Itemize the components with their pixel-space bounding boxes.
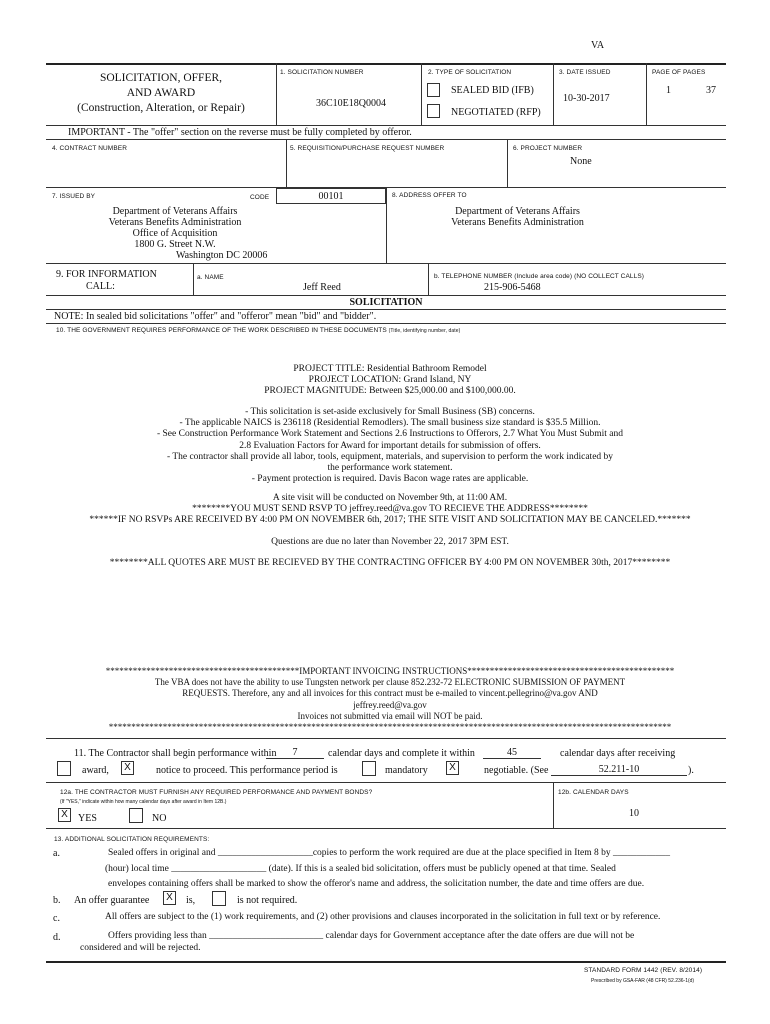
rule	[46, 738, 726, 739]
solicitation-type-label: 2. TYPE OF SOLICITATION	[428, 69, 512, 76]
divider	[553, 782, 554, 828]
info-call-label: 9. FOR INFORMATION	[56, 269, 157, 280]
mandatory-label: mandatory	[385, 765, 428, 776]
rule	[46, 263, 726, 264]
invoicing-line: The VBA does not have the ability to use Tungsten network per clause 852.232-72 ELECTRONIC SUBMISSION OF PAYMENT	[154, 677, 626, 688]
clause-reference: 52.211-10	[551, 764, 687, 776]
item10-sub: (Title, identifying number, date)	[388, 328, 461, 334]
page-number: 1	[666, 85, 671, 96]
bullet: - The applicable NAICS is 236118 (Residential Remodlers). The small business size standard is $35.5 Million.	[179, 418, 601, 429]
bonds-yes-label: YES	[78, 813, 97, 824]
project-title: PROJECT TITLE: Residential Bathroom Remodel	[293, 364, 487, 374]
address-offer-line: Veterans Benefits Administration	[451, 217, 584, 228]
telephone-value: 215-906-5468	[484, 282, 541, 293]
site-visit-info	[40, 493, 740, 527]
issued-by-city: Washington DC 20006	[176, 250, 268, 261]
item11-text1: 11. The Contractor shall begin performance within	[74, 748, 277, 759]
award-checkbox[interactable]	[57, 761, 71, 776]
code-value: 00101	[318, 191, 344, 202]
item13c-text: All offers are subject to the (1) work requirements, and (2) other provisions and clauses incorporated in the solicitation in full text or by reference.	[105, 912, 661, 922]
project-info	[40, 364, 740, 398]
questions-due: Questions are due no later than November 22, 2017 3PM EST.	[271, 537, 509, 547]
item13a-line1: Sealed offers in original and ____________________copies to perform the work required are due at the place specified in Item 8 by ____________	[108, 848, 671, 858]
item13a-letter: a.	[53, 848, 60, 859]
item13-label: 13. ADDITIONAL SOLICITATION REQUIREMENTS:	[54, 836, 210, 843]
footer-rule	[46, 961, 726, 963]
calendar-days-label: 12b. CALENDAR DAYS	[558, 789, 629, 796]
requisition-number-label: 5. REQUISITION/PURCHASE REQUEST NUMBER	[290, 145, 445, 152]
requirements-list	[40, 407, 740, 485]
form-revision: (REV. 8/2014)	[660, 967, 703, 974]
divider	[276, 63, 277, 125]
address-offer-line: Department of Veterans Affairs	[455, 206, 580, 217]
item11-text2: calendar days and complete it within	[328, 748, 475, 759]
solicitation-number-value: 36C10E18Q0004	[316, 98, 386, 109]
solicitation-number-label: 1. SOLICITATION NUMBER	[280, 69, 364, 76]
clause-close: ).	[688, 765, 694, 776]
sealed-bid-checkbox[interactable]	[427, 83, 440, 97]
notice-label: notice to proceed. This performance period is	[156, 765, 338, 776]
complete-days: 45	[483, 747, 541, 759]
contact-name: Jeff Reed	[303, 282, 341, 293]
name-label: a. NAME	[197, 274, 224, 281]
divider	[193, 263, 194, 295]
issued-by-line: Veterans Benefits Administration	[108, 217, 242, 228]
divider	[386, 187, 387, 263]
site-visit-line: ********YOU MUST SEND RSVP TO jeffrey.reed@va.gov TO RECIEVE THE ADDRESS********	[192, 504, 588, 515]
project-number-value: None	[570, 156, 592, 167]
bonds-no-checkbox[interactable]	[129, 808, 143, 823]
invoicing-line: Invoices not submitted via email will NOT be paid.	[297, 710, 483, 721]
bullet: - The contractor shall provide all labor, tools, equipment, materials, and supervision to perform the work indicated by	[166, 451, 614, 462]
invoicing-line: *******************************************IMPORTANT INVOICING INSTRUCTIONS**********************************************	[105, 666, 675, 676]
item13b-text: An offer guarantee	[74, 895, 150, 906]
rule	[46, 782, 726, 783]
address-offer-label: 8. ADDRESS OFFER TO	[392, 192, 467, 199]
start-days: 7	[266, 747, 324, 759]
notice-to-proceed-checkbox[interactable]: X	[121, 761, 134, 775]
issued-by-line: Department of Veterans Affairs	[112, 206, 238, 217]
divider	[553, 63, 554, 125]
project-number-label: 6. PROJECT NUMBER	[513, 145, 583, 152]
rule	[46, 309, 726, 310]
divider	[507, 139, 508, 187]
item13a-line3: envelopes containing offers shall be marked to show the offeror's name and address, the solicitation number, the date and time offers are due.	[108, 879, 645, 889]
rule	[46, 828, 726, 829]
date-issued-value: 10-30-2017	[563, 93, 610, 104]
code-label: CODE	[250, 194, 270, 201]
bullet: - This solicitation is set-aside exclusively for Small Business (SB) concerns.	[245, 407, 535, 417]
guarantee-is-checkbox[interactable]: X	[163, 891, 176, 905]
important-notice: IMPORTANT - The "offer" section on the reverse must be fully completed by offeror.	[68, 127, 412, 138]
invoicing-line: jeffrey.reed@va.gov	[353, 699, 427, 710]
negotiable-label: negotiable. (See	[484, 765, 549, 776]
item13b-letter: b.	[53, 895, 61, 906]
page-of-pages-label: PAGE OF PAGES	[652, 69, 706, 76]
issued-by-line: Office of Acquisition	[132, 228, 218, 239]
form-title-line1: SOLICITATION, OFFER,	[99, 72, 223, 84]
rule	[46, 323, 726, 324]
form-name: STANDARD FORM 1442	[584, 967, 659, 974]
footer-prescribed: Prescribed by GSA-FAR (48 CFR) 52.236-1(d)	[591, 978, 695, 984]
item13c-letter: c.	[53, 913, 60, 924]
invoicing-line: REQUESTS. Therefore, any and all invoices for this contract must be e-mailed to vincent.pellegrino@va.gov AND	[182, 688, 598, 699]
rule	[46, 125, 726, 126]
page-total: 37	[706, 85, 716, 96]
project-magnitude: PROJECT MAGNITUDE: Between $25,000.00 and $100,000.00.	[264, 386, 516, 397]
bullet: 2.8 Evaluation Factors for Award for important details for submission of offers.	[239, 440, 541, 451]
sealed-bid-note: NOTE: In sealed bid solicitations "offer" and "offeror" mean "bid" and "bidder".	[54, 311, 377, 322]
bonds-label: 12a. THE CONTRACTOR MUST FURNISH ANY REQUIRED PERFORMANCE AND PAYMENT BONDS?	[60, 789, 373, 796]
negotiable-checkbox[interactable]: X	[446, 761, 459, 775]
divider	[646, 63, 647, 125]
solicitation-heading: SOLICITATION	[349, 297, 423, 308]
bonds-yes-checkbox[interactable]: X	[58, 808, 71, 822]
contract-number-label: 4. CONTRACT NUMBER	[52, 145, 127, 152]
invoicing-instructions	[40, 666, 740, 733]
item13b-not: is not required.	[237, 895, 298, 906]
item11-text3: calendar days after receiving	[560, 748, 676, 759]
item13d-line1: Offers providing less than ________________________ calendar days for Government acceptance after the date offers are due will not be	[108, 931, 635, 941]
site-visit-line: ******IF NO RSVPs ARE RECEIVED BY 4:00 PM ON NOVEMBER 6th, 2017; THE SITE VISIT AND SOLICITATION MAY BE CANCELED.*******	[89, 515, 691, 526]
award-label: award,	[82, 765, 109, 776]
info-call-label-2: CALL:	[86, 281, 115, 292]
item13b-is: is,	[186, 895, 196, 906]
date-issued-label: 3. DATE ISSUED	[559, 69, 611, 76]
divider	[286, 139, 287, 187]
issued-by-line: 1800 G. Street N.W.	[134, 239, 216, 250]
form-title-line3: (Construction, Alteration, or Repair)	[77, 102, 245, 114]
project-location: PROJECT LOCATION: Grand Island, NY	[308, 375, 472, 386]
rule	[46, 139, 726, 140]
rule	[46, 295, 726, 296]
negotiated-checkbox[interactable]	[427, 104, 440, 118]
divider	[421, 63, 422, 125]
item10-label-row	[56, 327, 460, 334]
mandatory-checkbox[interactable]	[362, 761, 376, 776]
quotes-due: ********ALL QUOTES ARE MUST BE RECIEVED BY THE CONTRACTING OFFICER BY 4:00 PM ON NOVEMBER 30th, 2017********	[109, 558, 671, 568]
telephone-label: b. TELEPHONE NUMBER (Include area code) (NO COLLECT CALLS)	[434, 273, 645, 280]
bonds-no-label: NO	[152, 813, 167, 824]
item10-label: 10. THE GOVERNMENT REQUIRES PERFORMANCE OF THE WORK DESCRIBED IN THESE DOCUMENTS	[56, 327, 387, 334]
issued-by-label: 7. ISSUED BY	[52, 193, 96, 200]
header-top-rule	[46, 63, 726, 65]
sealed-bid-label: SEALED BID (IFB)	[451, 85, 534, 96]
bullet: - Payment protection is required. Davis Bacon wage rates are applicable.	[251, 474, 529, 485]
guarantee-not-checkbox[interactable]	[212, 891, 226, 906]
item13d-line2: considered and will be rejected.	[80, 943, 201, 953]
bullet: the performance work statement.	[327, 463, 453, 474]
item13a-line2: (hour) local time ____________________ (date). If this is a sealed bid solicitation, offers must be publicly opened at that time. Sealed	[105, 864, 616, 874]
footer-form-line	[584, 967, 702, 974]
agency-code: VA	[591, 40, 605, 51]
invoicing-line: *****************************************************************************************************************************	[108, 722, 672, 733]
divider	[428, 263, 429, 295]
negotiated-label: NEGOTIATED (RFP)	[451, 107, 541, 118]
item13d-letter: d.	[53, 932, 61, 943]
site-visit-line: A site visit will be conducted on November 9th, at 11:00 AM.	[272, 493, 508, 503]
form-title-line2: AND AWARD	[126, 87, 196, 99]
calendar-days-value: 10	[629, 808, 639, 819]
bullet: - See Construction Performance Work Statement and Sections 2.6 Instructions to Offerors, 2.7 What You Must Submit and	[156, 429, 623, 440]
bonds-sub: (If "YES," indicate within how many calendar days after award in Item 12B.)	[60, 799, 227, 805]
